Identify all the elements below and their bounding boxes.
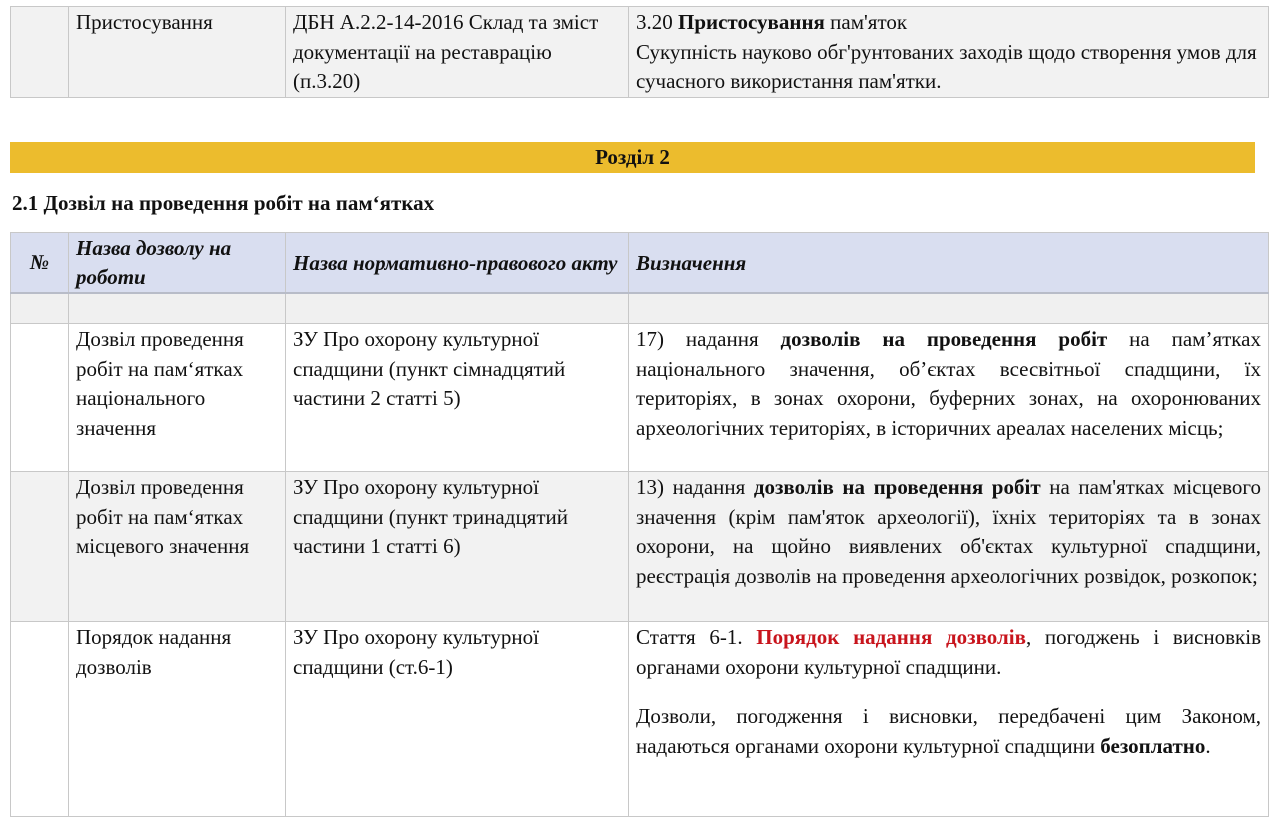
cell-empty xyxy=(69,293,286,324)
cell-number xyxy=(11,472,69,622)
cell-permit-name: Порядок надання дозволів xyxy=(69,622,286,817)
table-row xyxy=(11,7,1269,98)
definition-prefix: 17) надання xyxy=(636,327,781,351)
definition-prefix: Стаття 6-1. xyxy=(636,625,757,649)
table-header-row xyxy=(11,233,1269,294)
cell-empty xyxy=(11,293,69,324)
cell-definition xyxy=(629,7,1269,98)
definition-paragraph-2 xyxy=(636,702,1261,761)
definition-suffix: на пам’ятках національного значення, об’єктах всесвітньої спадщини, їх територіях, в зонах охорони, буферних зонах, на охоронюваних археологічних територіях, в історичних ареалах населених місць; xyxy=(636,327,1262,440)
subsection-heading: 2.1 Дозвіл на проведення робіт на пам‘ятках xyxy=(12,191,435,215)
cell-permit-name: Дозвіл проведення робіт на пам‘ятках національного значення xyxy=(69,324,286,472)
cell-legal-act: ЗУ Про охорону культурної спадщини (ст.6-1) xyxy=(286,622,629,817)
definition-paragraph-1 xyxy=(636,623,1261,682)
permits-table xyxy=(10,232,1269,817)
cell-number xyxy=(11,7,69,98)
table-row-empty xyxy=(11,293,1269,324)
cell-permit-name: Дозвіл проведення робіт на пам‘ятках місцевого значення xyxy=(69,472,286,622)
definition-bold: дозволів на проведення робіт xyxy=(780,327,1108,351)
section-title: Розділ 2 xyxy=(595,145,670,169)
definition-prefix: 3.20 xyxy=(636,10,678,34)
cell-number xyxy=(11,324,69,472)
header-definition: Визначення xyxy=(629,233,1269,294)
definition-suffix: на пам'ятках місцевого значення (крім пам'яток археології), їхніх територіях та в зонах охорони, на щойно виявлених об'єктах культурної спадщини, реєстрація дозволів на проведення археологічних розвідок, розкопок; xyxy=(636,475,1261,588)
definition-suffix: пам'яток xyxy=(824,10,908,34)
cell-permit-name: Пристосування xyxy=(69,7,286,98)
table-row xyxy=(11,324,1269,472)
definition-prefix: 13) надання xyxy=(636,475,754,499)
cell-definition xyxy=(629,472,1269,622)
header-legal-act: Назва нормативно-правового акту xyxy=(286,233,629,294)
definition-bold: безоплатно xyxy=(1100,733,1206,758)
table-row xyxy=(11,622,1269,817)
definition-term: Пристосування xyxy=(678,10,825,34)
table-row xyxy=(11,472,1269,622)
definition-text: Сукупність науково обг'рунтованих заходів щодо створення умов для сучасного використання пам'ятки. xyxy=(636,39,1257,93)
header-permit-name: Назва дозволу на роботи xyxy=(69,233,286,294)
cell-legal-act: ЗУ Про охорону культурної спадщини (пункт тринадцятий частини 1 статті 6) xyxy=(286,472,629,622)
section-band xyxy=(10,142,1255,173)
definition-prefix: Дозволи, погодження і висновки, передбачені цим Законом, надаються органами охорони культурної спадщини xyxy=(636,704,1261,758)
header-number: № xyxy=(11,233,69,294)
cell-empty xyxy=(286,293,629,324)
previous-section-table xyxy=(10,6,1269,98)
cell-empty xyxy=(629,293,1269,324)
cell-number xyxy=(11,622,69,817)
paragraph-gap xyxy=(636,682,1261,702)
definition-bold: дозволів на проведення робіт xyxy=(753,475,1041,499)
cell-definition xyxy=(629,622,1269,817)
definition-suffix: , погоджень і висновків органами охорони культурної спадщини. xyxy=(636,625,1261,679)
cell-legal-act: ЗУ Про охорону культурної спадщини (пункт сімнадцятий частини 2 статті 5) xyxy=(286,324,629,472)
cell-definition xyxy=(629,324,1269,472)
definition-suffix: . xyxy=(1205,733,1211,758)
cell-legal-act: ДБН А.2.2-14-2016 Склад та зміст документації на реставрацію (п.3.20) xyxy=(286,7,629,98)
definition-highlight: Порядок надання дозволів xyxy=(756,625,1026,649)
